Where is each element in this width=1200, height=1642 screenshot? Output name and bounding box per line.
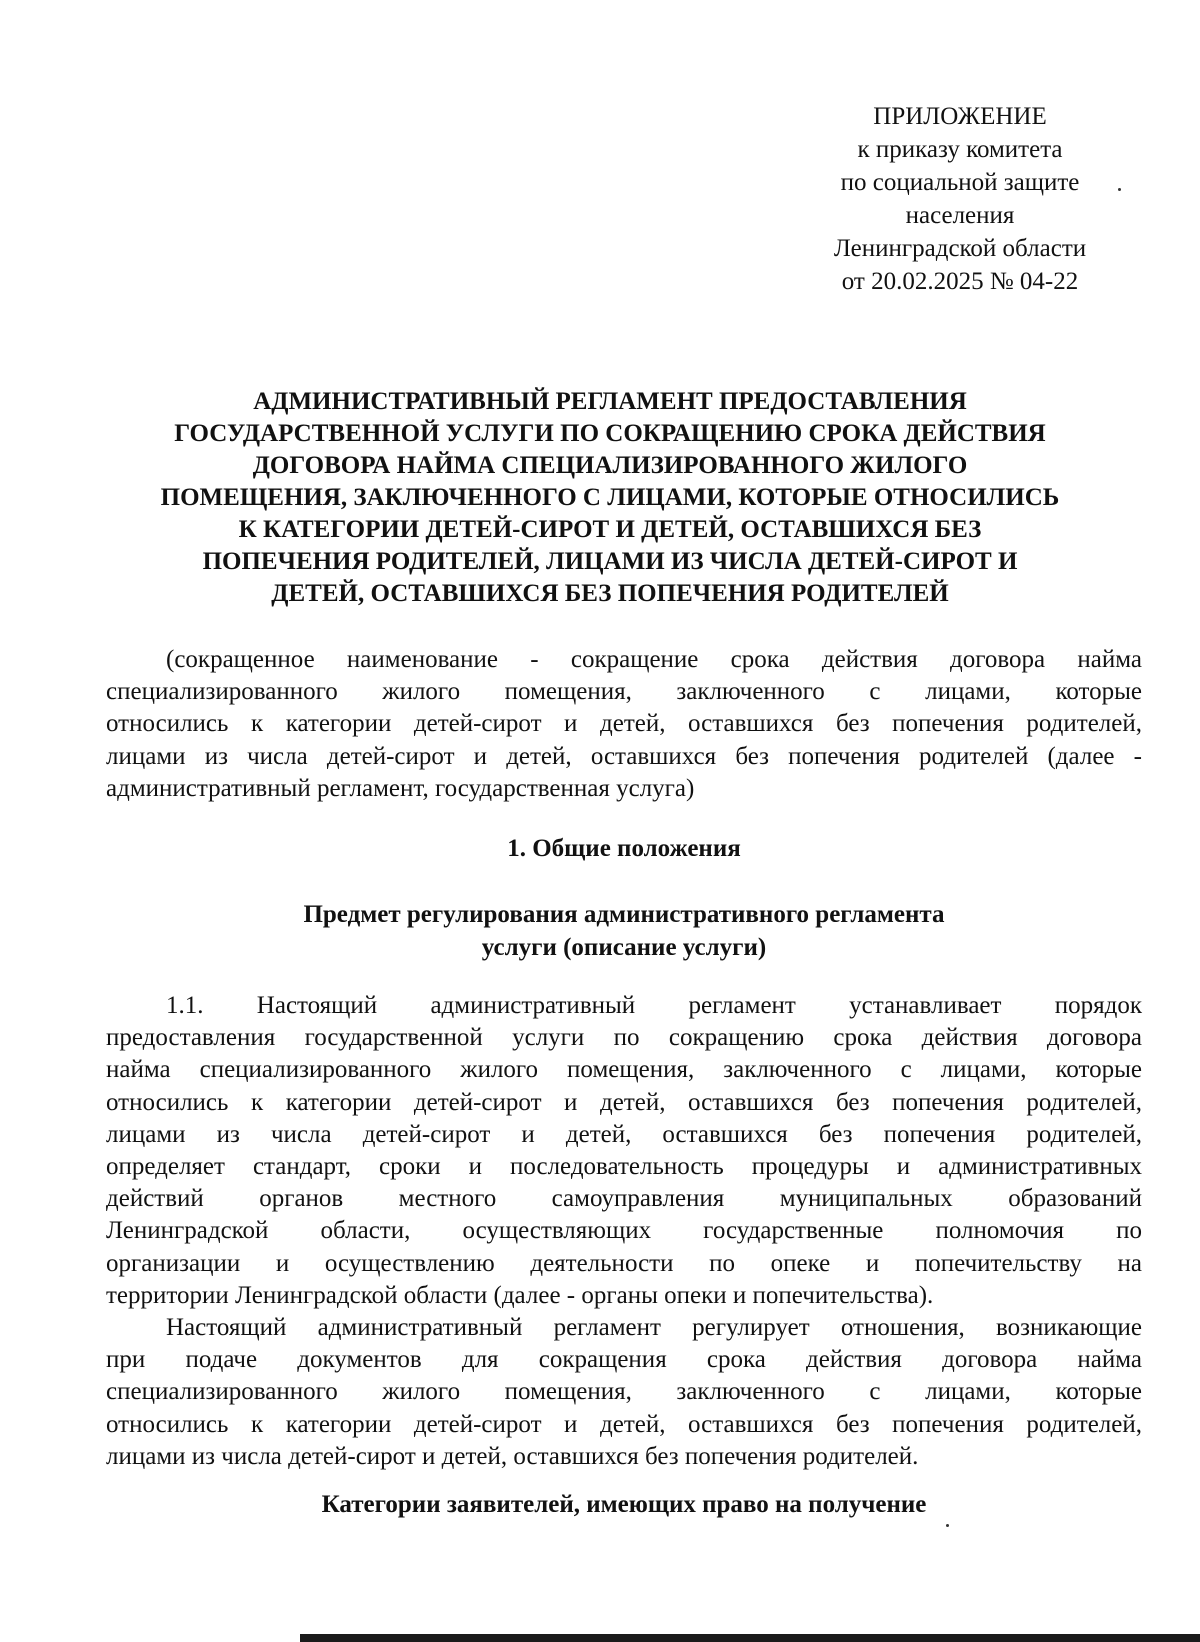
paragraph-line: предоставления государственной услуги по сокращению срока действия договора — [106, 1024, 1142, 1052]
title-line: К КАТЕГОРИИ ДЕТЕЙ-СИРОТ И ДЕТЕЙ, ОСТАВШИХСЯ БЕЗ — [238, 516, 982, 543]
appendix-line: к приказу комитета — [857, 136, 1063, 163]
subsection-heading-line: услуги (описание услуги) — [481, 934, 767, 961]
paragraph-line: относились к категории детей-сирот и детей, оставшихся без попечения родителей, — [106, 1088, 1142, 1116]
paragraph-line: лицами из числа детей-сирот и детей, оставшихся без попечения родителей (далее - — [106, 742, 1142, 770]
paragraph-line: при подаче документов для сокращения срока действия договора найма — [106, 1346, 1142, 1374]
appendix-line: населения — [905, 202, 1015, 229]
appendix-line: по социальной защите — [840, 169, 1080, 196]
paragraph-line: административный регламент, государственная услуга) — [106, 774, 695, 802]
subsection-heading-line: Предмет регулирования административного регламента — [303, 901, 945, 928]
paragraph-line: организации и осуществлению деятельности по опеке и попечительству на — [106, 1249, 1142, 1277]
short-name-paragraph — [106, 644, 1142, 805]
scan-speck — [1118, 188, 1121, 191]
section-heading — [106, 832, 1142, 865]
title-line: ДЕТЕЙ, ОСТАВШИХСЯ БЕЗ ПОПЕЧЕНИЯ РОДИТЕЛЕЙ — [271, 580, 949, 607]
paragraph-line: относились к категории детей-сирот и детей, оставшихся без попечения родителей, — [106, 1410, 1142, 1438]
subsection-heading — [106, 898, 1142, 964]
paragraph-1-1 — [106, 990, 1142, 1312]
title-line: АДМИНИСТРАТИВНЫЙ РЕГЛАМЕНТ ПРЕДОСТАВЛЕНИЯ — [253, 388, 967, 415]
paragraph-line: лицами из числа детей-сирот и детей, оставшихся без попечения родителей, — [106, 1120, 1142, 1148]
paragraph-line: Настоящий административный регламент регулирует отношения, возникающие — [166, 1314, 1142, 1341]
applicants-heading — [106, 1488, 1142, 1521]
section-heading-text: 1. Общие положения — [507, 835, 741, 862]
title-line: ПОМЕЩЕНИЯ, ЗАКЛЮЧЕННОГО С ЛИЦАМИ, КОТОРЫЕ ОТНОСИЛИСЬ — [160, 484, 1060, 511]
title-line: ДОГОВОРА НАЙМА СПЕЦИАЛИЗИРОВАННОГО ЖИЛОГО — [252, 452, 968, 479]
scan-edge-line — [300, 1634, 1200, 1642]
paragraph-line: (сокращенное наименование - сокращение срока действия договора найма — [166, 646, 1142, 673]
appendix-line: ПРИЛОЖЕНИЕ — [873, 103, 1047, 130]
paragraph-line: специализированного жилого помещения, заключенного с лицами, которые — [106, 678, 1142, 706]
title-line: ГОСУДАРСТВЕННОЙ УСЛУГИ ПО СОКРАЩЕНИЮ СРОКА ДЕЙСТВИЯ — [174, 420, 1046, 447]
title-line: ПОПЕЧЕНИЯ РОДИТЕЛЕЙ, ЛИЦАМИ ИЗ ЧИСЛА ДЕТЕЙ-СИРОТ И — [202, 548, 1018, 575]
paragraph-line: определяет стандарт, сроки и последовательность процедуры и административных — [106, 1152, 1142, 1180]
document-title — [110, 386, 1110, 610]
appendix-block — [780, 100, 1140, 298]
paragraph-line: специализированного жилого помещения, заключенного с лицами, которые — [106, 1378, 1142, 1406]
paragraph-line: территории Ленинградской области (далее - органы опеки и попечительства). — [106, 1281, 934, 1309]
paragraph-1-1-continued — [106, 1312, 1142, 1473]
scan-speck — [946, 1524, 949, 1527]
paragraph-line: Ленинградской области, осуществляющих государственные полномочия по — [106, 1217, 1142, 1245]
paragraph-line: относились к категории детей-сирот и детей, оставшихся без попечения родителей, — [106, 710, 1142, 738]
appendix-line: Ленинградской области — [833, 235, 1087, 262]
paragraph-line: 1.1. Настоящий административный регламент устанавливает порядок — [166, 992, 1142, 1019]
paragraph-line: лицами из числа детей-сирот и детей, оставшихся без попечения родителей. — [106, 1442, 919, 1470]
applicants-heading-text: Категории заявителей, имеющих право на получение — [321, 1491, 927, 1518]
paragraph-line: действий органов местного самоуправления муниципальных образований — [106, 1185, 1142, 1213]
paragraph-line: найма специализированного жилого помещения, заключенного с лицами, которые — [106, 1056, 1142, 1084]
appendix-line: от 20.02.2025 № 04-22 — [841, 268, 1079, 295]
